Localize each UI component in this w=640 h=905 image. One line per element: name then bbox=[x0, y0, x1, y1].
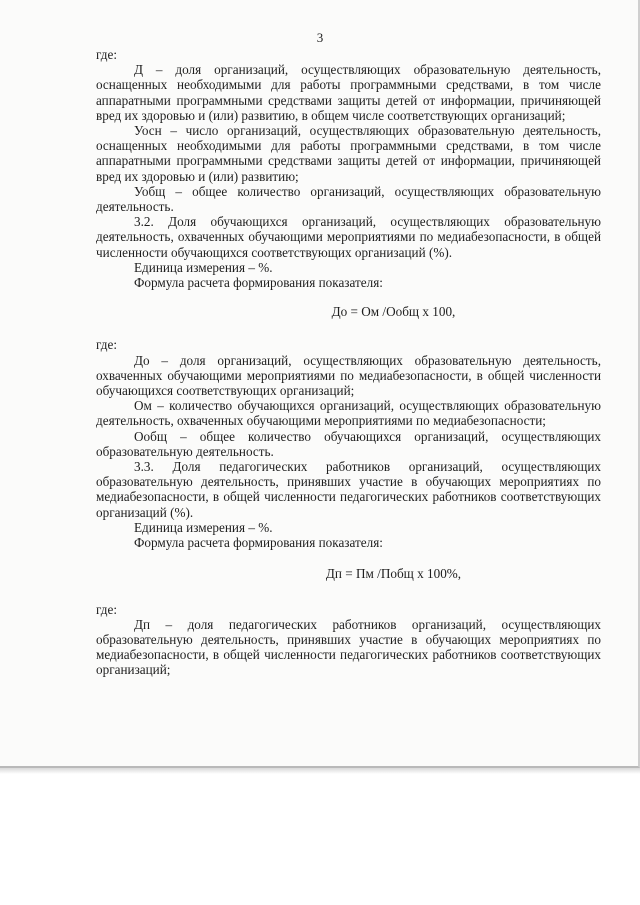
definition-om: Ом – количество обучающихся организаций, осуществляющих образовательную деятельность, охваченных обучающими мероприятиями по медиабезопасности; bbox=[96, 398, 601, 429]
formula-intro-2: Формула расчета формирования показателя: bbox=[134, 535, 383, 551]
page-number: 3 bbox=[316, 30, 324, 45]
spacer bbox=[96, 550, 601, 566]
definition-dp: Дп – доля педагогических работников организаций, осуществляющих образовательную деятельность, принявших участие в обучающих мероприятиях по медиабезопасности, в общей численности педагогических работников соответствующих организаций; bbox=[96, 616, 601, 678]
spacer bbox=[96, 290, 601, 304]
definition-uobsch: Уобщ – общее количество организаций, осуществляющих образовательную деятельность. bbox=[96, 183, 601, 215]
unit-of-measure-2: Единица измерения – %. bbox=[134, 519, 273, 535]
where-label-2: где: bbox=[96, 337, 117, 353]
where-label-1: где: bbox=[96, 47, 117, 62]
formula-do: До = Ом /Ообщ х 100, bbox=[331, 304, 456, 320]
section-3-3: 3.3. Доля педагогических работников организаций, осуществляющих образовательную деятельность, принявших участие в обучающих мероприятиях по медиабезопасности, в общей численности педагогических работников соответствующих организаций (%). bbox=[96, 459, 601, 520]
spacer bbox=[96, 582, 601, 602]
definition-d: Д – доля организаций, осуществляющих образовательную деятельность, оснащенных необходимыми для работы программными средствами, в том числе аппаратными программными средствами защиты детей от информации, причиняющей вред их здоровью и (или) развитию, в общем числе соответствующих организаций; bbox=[96, 62, 601, 123]
scan-edge-shadow bbox=[0, 768, 640, 774]
formula-intro-1: Формула расчета формирования показателя: bbox=[134, 275, 383, 291]
definition-oobsch: Ообщ – общее количество обучающихся организаций, осуществляющих образовательную деятельность. bbox=[96, 428, 601, 459]
formula-dp: Дп = Пм /Побщ х 100%, bbox=[325, 566, 462, 582]
spacer bbox=[96, 319, 601, 337]
document-body bbox=[96, 47, 601, 678]
definition-do: До – доля организаций, осуществляющих образовательную деятельность, охваченных обучающими мероприятиями по медиабезопасности, в общей численности обучающихся соответствующих организаций; bbox=[96, 352, 601, 399]
definition-uosn: Уосн – число организаций, осуществляющих образовательную деятельность, оснащенных необходимыми для работы программными средствами, в том числе аппаратными программными средствами защиты детей от информации, причиняющей вред их здоровью и (или) развитию; bbox=[96, 123, 601, 184]
section-3-2: 3.2. Доля обучающихся организаций, осуществляющих образовательную деятельность, охваченных обучающими мероприятиями по медиабезопасности, в общей численности обучающихся соответствующих организаций (%). bbox=[96, 214, 601, 260]
unit-of-measure-1: Единица измерения – %. bbox=[134, 259, 273, 275]
where-label-3: где: bbox=[96, 601, 117, 617]
